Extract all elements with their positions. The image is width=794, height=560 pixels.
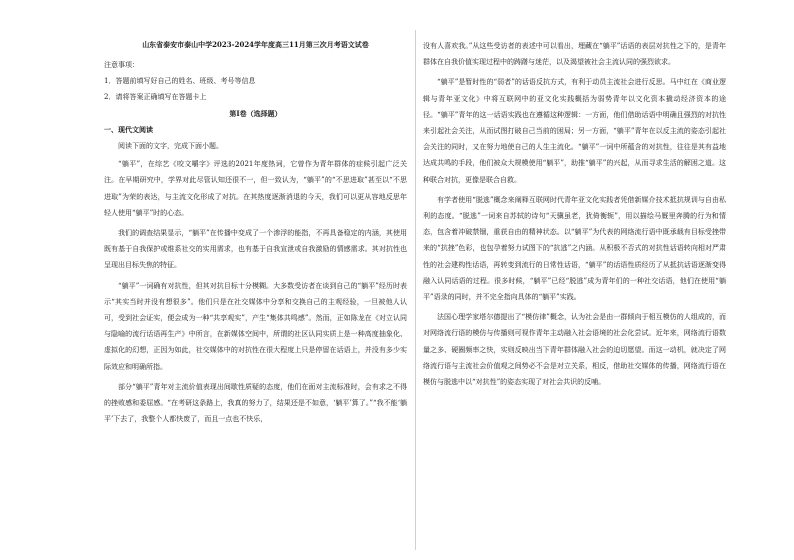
column-divider: [415, 30, 416, 550]
section-heading: 一、现代文阅读: [104, 124, 153, 134]
passage-paragraph-1: “躺平”，在综艺《咬文嚼字》评选的2021年度热词，它曾作为青年群体的症候引起广泛关注。在早期研究中，学界对此尽管认知还很不一，但一致认为，“躺平”的“不思进取”甚至以“不思进取”为荣的表达，与主流文化形成了对抗。在其热度逐渐消退的今天，我们可以更从容地反思年轻人使用“躺平”时的心态。: [104, 160, 407, 217]
passage-paragraph-2: 我们的调查结果显示，“躺平”在传播中变成了一个渗浮的能指，不再具备稳定的内涵，其使用既有基于自我保护或维系社交的实用需求，也有基于自我宣泄或自我激励的情感需求。其对抗性也呈现出目标失焦的特征。: [104, 229, 407, 270]
passage-paragraph-4: 部分“躺平”青年对主流价值表现出间歇性质疑的态度，他们在面对主流标准时，会有求之不得的挫败感和委屈感。“在考研这条路上，我真的努力了，结果还是不如意，‘躺平’算了。”“我不能‘躺平’下去了，我整个人都快废了，而且一点也不快乐，: [104, 382, 407, 424]
exam-title: 山东省泰安市泰山中学2023-2024学年度高三11月第三次月考语文试卷: [142, 40, 369, 49]
notice-item-2: 2．请将答案正确填写在答题卡上: [104, 93, 207, 102]
passage-paragraph-3: “躺平”一词确有对抗性，但其对抗目标十分模糊。大多数受访者在谈到自己的“躺平”经历时表示“其实当时并没有想很多”。他们只是在社交媒体中分享和交换自己的主观经验，一旦被他人认可，受到社会证实，便会成为一种“共享观实”，产生“集体共鸣感”。然而，正如陈龙在《对立认同与隐喻的流行话语再生产》中所言，在新媒体空间中，所谓的社区认同实质上是一种高度抽象化、虚拟化的幻想，正因为如此，社交媒体中的对抗性在很大程度上只是停留在话语上，并没有多少实际效应和明确所指。: [104, 281, 407, 371]
notice-heading: 注意事项：: [104, 61, 139, 69]
left-column: [104, 38, 407, 431]
notice-item-1: 1．答题前填写好自己的姓名、班级、考号等信息: [104, 77, 256, 86]
passage-paragraph-7: 有学者使用“脱逃”概念来阐释互联网时代青年亚文化实践者凭借新媒介技术抵抗规训与自由私利的态度。“脱逃”一词来自苏轼的诗句“天骥虽老，犹倚衡轭”，用以描绘马厩里奔腾的行为和情态，包含着冲破禁锢，重获自由的精神状态。以“躺平”为代表的网络流行语中既承载有目标受挫带来的“抗挫”色彩，也包孕着努力试图下的“抗逃”之内涵。从积极不否式的对抗性话语转向相对严肃性的社会建构性话语，再转变到流行的日常性话语，“躺平”的话语性质经历了从抵抗话语逐渐变得融入认同话语的过程。很多时候，“躺平”已经“脱逃”成为青年们的一种社交话语，他们在使用“躺平”语录的同时，并不完全指向具体的“躺平”实践。: [423, 195, 726, 302]
passage-paragraph-6: “躺平”是暂时性的“弱者”的话语反抗方式，有利于动员主流社会进行反思。马中红在《商业逻辑与青年亚文化》中将互联网中的亚文化实践概括为弱势青年以文化资本撬动经济资本的途径。“躺平”青年的这一话语实践也在遵循这种逻辑：一方面，他们借助话语中明确且强烈的对抗性来引起社会关注，从而试图打破自己当前的困局；另一方面，“躺平”青年在以反主流的姿态引起社会关注的同时，又在努力地使自己的人生主流化。“躺平”一词中所蕴含的对抗性，往往是其有益地达成共鸣的手段，他们被众大规模使用“躺平”，助推“躺平”的兴起，从而寻求生活的解困之道。这种联合对抗，更像是联合自救。: [423, 78, 726, 184]
passage-paragraph-8: 法国心理学家塔尔德提出了“模仿律”概念，认为社会是由一群倾向于相互模仿的人组成的，而对网络流行语的模仿与传播则可视作青年主动融入社会语境的社会化尝试。近年来，网络流行语数量之多、硬圈频率之快，实则反映出当下青年群体融入社会的迫切愿望。而这一动机，就决定了网络流行语与主流社会价值观之间势必不会是对立关系，相反，借助社交媒体的传播，网络流行语在模仿与脱逃中以“对抗性”的姿态实现了对社会共识的反哺。: [423, 313, 726, 387]
reading-instruction: 阅读下面的文字，完成下面小题。: [118, 142, 223, 151]
volume-heading: 第I卷（选择题）: [229, 108, 282, 118]
right-column: [423, 38, 726, 394]
passage-paragraph-5: 没有人喜欢我。”从这些受访者的表述中可以看出，埋藏在“躺平”话语的表层对抗性之下的，是青年群体在自我价值实现过程中的踌躇与迷茫，以及渴望被社会主流认同的强烈欲求。: [423, 42, 726, 67]
